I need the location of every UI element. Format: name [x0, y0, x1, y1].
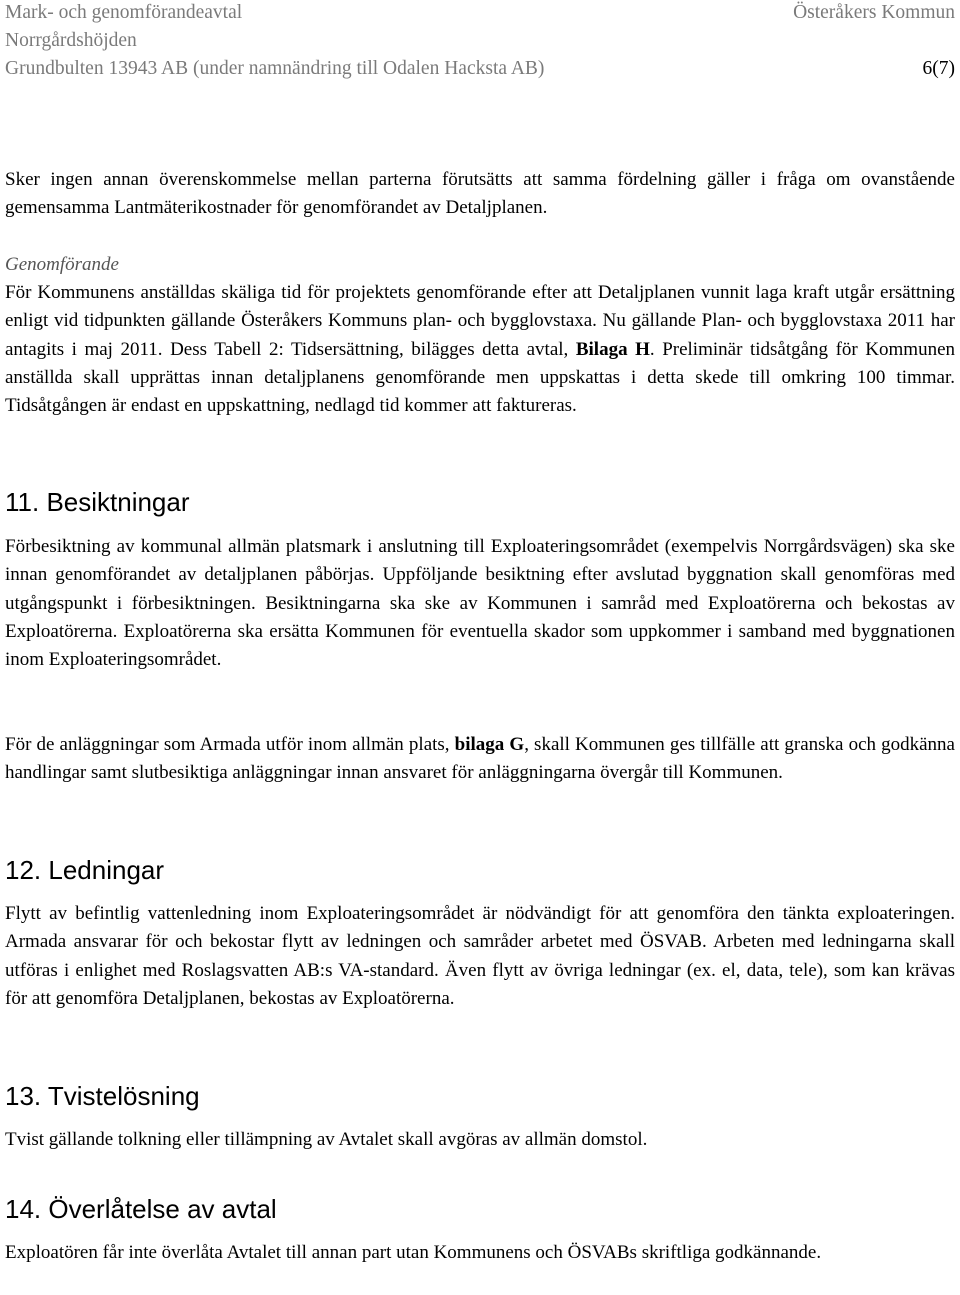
paragraph-ledningar: Flytt av befintlig vattenledning inom Exploateringsområdet är nödvändigt för att genomföra den tänkta exploateringen. Armada ansvarar för och bekostar flytt av ledningen och samråder arbetet med ÖSVAB. Arbeten med ledningarna skall utföras i enlighet med Roslagsvatten AB:s VA-standard. Även flytt av övriga ledningar (ex. el, data, tele), som kan krävas för att genomföra Detaljplanen, bekostas av Exploatörerna. [5, 903, 955, 1009]
subheading-genomforande: Genomförande [5, 254, 119, 275]
section-title-11: 11. Besiktningar [5, 487, 190, 517]
header-line-2 [5, 29, 955, 53]
header-line-1 [5, 1, 955, 25]
bilaga-g-reference: bilaga G [454, 734, 525, 755]
paragraph-lantmateri: Sker ingen annan överenskommelse mellan parterna förutsätts att samma fördelning gäller i fråga om ovanstående gemensamma Lantmäterikostnader för genomförandet av Detaljplanen. [5, 169, 955, 219]
document-page [5, 0, 955, 1295]
page-number: 6(7) [922, 58, 955, 79]
bilaga-h-reference: Bilaga H [575, 338, 650, 360]
header-project-name: Norrgårdshöjden [5, 30, 137, 51]
section-title-13: 13. Tvistelösning [5, 1081, 200, 1111]
header-line-3 [5, 57, 955, 81]
paragraph-anlaggningar: För de anläggningar som Armada utför inom allmän plats, bilaga G, skall Kommunen ges tillfälle att granska och godkänna handlingar samt slutbesiktiga anläggningar innan ansvaret för anläggningarna övergår till Kommunen. [5, 734, 955, 784]
header-party: Grundbulten 13943 AB (under namnändring till Odalen Hacksta AB) [5, 58, 545, 79]
header-agreement-title: Mark- och genomförandeavtal [5, 2, 243, 23]
paragraph-besiktningar: Förbesiktning av kommunal allmän platsmark i anslutning till Exploateringsområdet (exempelvis Norrgårdsvägen) ska ske innan genomförandet av detaljplanen påbörjas. Uppföljande besiktning efter avslutad byggnation skall genomföras med utgångspunkt i förbesiktningen. Besiktningarna ska ske av Kommunen i samråd med Exploatörerna och bekostas av Exploatörerna. Exploatörerna ska ersätta Kommunen för eventuella skador som uppkommer i samband med byggnationen inom Exploateringsområdet. [5, 536, 955, 671]
paragraph-overlatelse: Exploatören får inte överlåta Avtalet till annan part utan Kommunens och ÖSVABs skriftliga godkännande. [5, 1242, 822, 1263]
header-municipality: Österåkers Kommun [793, 2, 955, 23]
section-title-12: 12. Ledningar [5, 855, 165, 885]
paragraph-tvistelosning: Tvist gällande tolkning eller tillämpning av Avtalet skall avgöras av allmän domstol. [5, 1129, 648, 1150]
section-title-14: 14. Överlåtelse av avtal [5, 1194, 277, 1224]
paragraph-genomforande: För Kommunens anställdas skäliga tid för projektets genomförande efter att Detaljplanen vunnit laga kraft utgår ersättning enligt vid tidpunkten gällande Österåkers Kommuns plan- och bygglovstaxa. Nu gällande Plan- och bygglovstaxa 2011 har antagits i maj 2011. Dess Tabell 2: Tidsersättning, bilägges detta avtal, Bilaga H. Preliminär tidsåtgång för Kommunen anställda skall upprättas innan detaljplanens genomförande men uppskattas i detta skede till omkring 100 timmar. Tidsåtgången är endast en uppskattning, nedlagd tid kommer att faktureras. [5, 282, 955, 417]
